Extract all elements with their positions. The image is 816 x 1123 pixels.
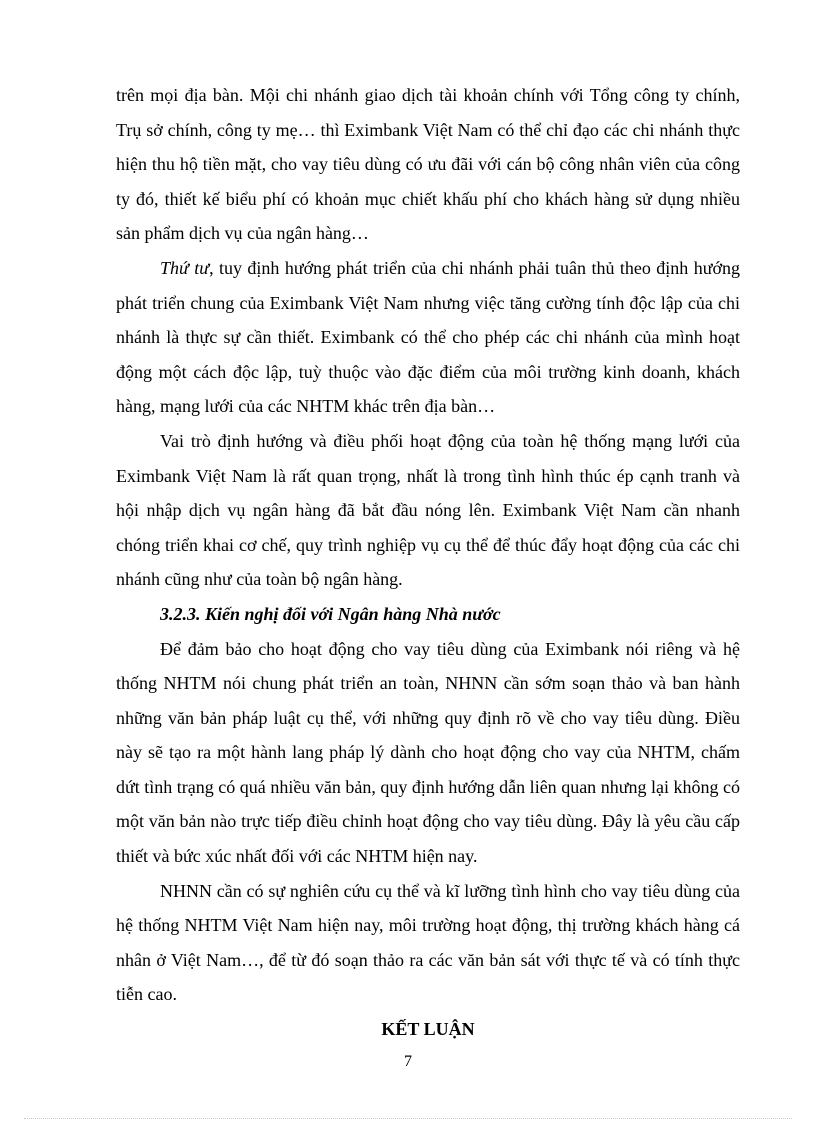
body-text [116,78,740,1047]
paragraph-3: Vai trò định hướng và điều phối hoạt động của toàn hệ thống mạng lưới của Eximbank Việt Nam là rất quan trọng, nhất là trong tình hình thúc ép cạnh tranh và hội nhập dịch vụ ngân hàng đã bắt đầu nóng lên. Eximbank Việt Nam cần nhanh chóng triển khai cơ chế, quy trình nghiệp vụ cụ thể để thúc đẩy hoạt động của các chi nhánh cũng như của toàn bộ ngân hàng. [116,430,740,590]
page-number: 7 [404,1053,412,1070]
paragraph-2 [116,251,740,424]
conclusion-heading: KẾT LUẬN [381,1019,475,1040]
paragraph-2-lead: Thứ tư [160,257,210,278]
section-heading: 3.2.3. Kiến nghị đối với Ngân hàng Nhà nước [160,603,501,624]
paragraph-1: trên mọi địa bàn. Mội chi nhánh giao dịch tài khoản chính với Tổng công ty chính, Trụ sở chính, công ty mẹ… thì Eximbank Việt Nam có thể chỉ đạo các chi nhánh thực hiện thu hộ tiền mặt, cho vay tiêu dùng có ưu đãi với cán bộ công nhân viên của công ty đó, thiết kế biểu phí có khoản mục chiết khấu phí cho khách hàng sử dụng nhiều sản phẩm dịch vụ của ngân hàng… [116,85,740,244]
paragraph-5: NHNN cần có sự nghiên cứu cụ thể và kĩ lưỡng tình hình cho vay tiêu dùng của hệ thống NHTM Việt Nam hiện nay, môi trường hoạt động, thị trường khách hàng cá nhân ở Việt Nam…, để từ đó soạn thảo ra các văn bản sát với thực tế và có tính thực tiễn cao. [116,880,740,1005]
paragraph-4: Để đảm bảo cho hoạt động cho vay tiêu dùng của Eximbank nói riêng và hệ thống NHTM nói chung phát triển an toàn, NHNN cần sớm soạn thảo và ban hành những văn bản pháp luật cụ thể, với những quy định rõ về cho vay tiêu dùng. Điều này sẽ tạo ra một hành lang pháp lý dành cho hoạt động cho vay của NHTM, chấm dứt tình trạng có quá nhiều văn bản, quy định hướng dẫn liên quan nhưng lại không có một văn bản nào trực tiếp điều chỉnh hoạt động cho vay tiêu dùng. Đây là yêu cầu cấp thiết và bức xúc nhất đối với các NHTM hiện nay. [116,638,740,867]
footer-divider [24,1118,792,1119]
paragraph-2-body: , tuy định hướng phát triển của chi nhánh phải tuân thủ theo định hướng phát triển chung của Eximbank Việt Nam nhưng việc tăng cường tính độc lập của chi nhánh là thực sự cần thiết. Eximbank có thể cho phép các chi nhánh của mình hoạt động một cách độc lập, tuỳ thuộc vào đặc điểm của môi trường kinh doanh, khách hàng, mạng lưới của các NHTM khác trên địa bàn… [116,257,740,417]
